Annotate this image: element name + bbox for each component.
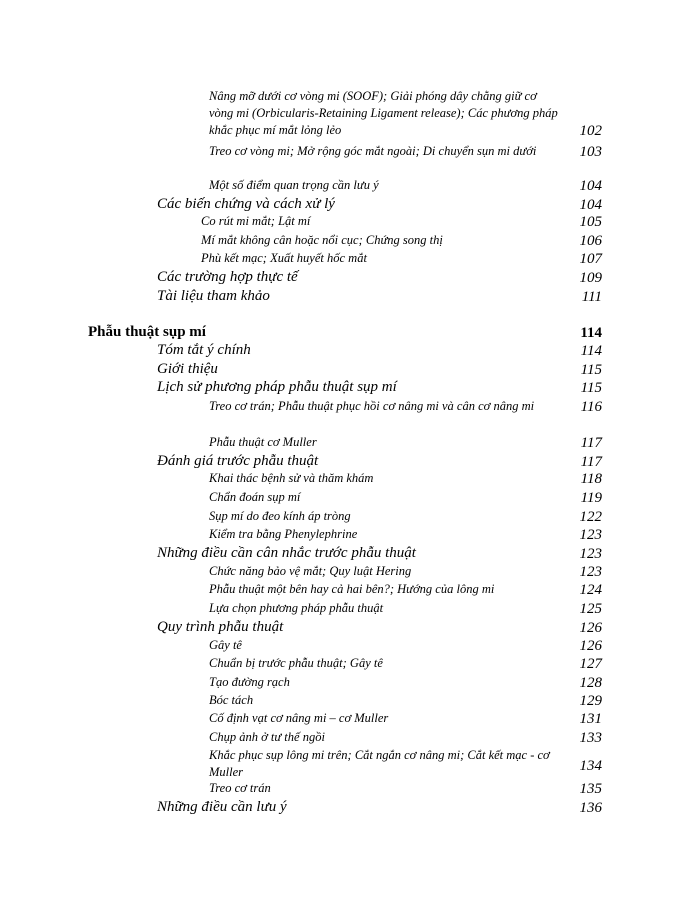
toc-entry [209, 637, 602, 654]
toc-entry [209, 143, 602, 160]
toc-entry-title: Một số điểm quan trọng cần lưu ý [209, 178, 379, 192]
toc-entry [209, 674, 602, 691]
toc-entry [209, 434, 602, 451]
toc-entry-page: 131 [579, 711, 602, 727]
toc-entry-page: 116 [580, 399, 602, 415]
toc-entry-page: 135 [579, 781, 602, 797]
toc-entry [209, 780, 602, 797]
toc-entry-page: 134 [579, 758, 602, 774]
toc-entry-title: Giới thiệu [157, 361, 218, 377]
toc-entry-title: Tóm tắt ý chính [157, 342, 251, 358]
toc-entry-title: Co rút mi mắt; Lật mí [201, 214, 311, 228]
toc-entry-page: 118 [580, 471, 602, 487]
toc-entry-page: 111 [581, 289, 602, 305]
toc-entry [209, 581, 602, 598]
toc-entry-title: Gây tê [209, 638, 242, 652]
toc-entry-page: 136 [579, 800, 602, 816]
toc-entry [209, 747, 602, 781]
toc-entry-title: Kiểm tra bằng Phenylephrine [209, 527, 358, 541]
toc-section [157, 195, 602, 213]
toc-entry-page: 106 [579, 233, 602, 249]
toc-entry-title: Các trường hợp thực tế [157, 269, 298, 285]
toc-entry [209, 489, 602, 506]
toc-entry-page: 105 [579, 214, 602, 230]
toc-entry-title: Lịch sử phương pháp phẫu thuật sụp mí [157, 379, 397, 395]
toc-entry-page: 114 [580, 343, 602, 359]
toc-entry [209, 508, 602, 525]
toc-entry-title: Đánh giá trước phẫu thuật [157, 453, 319, 469]
toc-entry-page: 123 [579, 546, 602, 562]
toc-entry-title: Nâng mỡ dưới cơ vòng mi (SOOF); Giải phóng dây chằng giữ cơ vòng mi (Orbicularis-Retaining Ligament release); Các phương pháp khắc phục mí mắt lỏng lẻo [209, 89, 558, 137]
toc-entry-title: Chụp ảnh ở tư thế ngồi [209, 730, 325, 744]
toc-section [157, 341, 602, 359]
toc-entry-title: Những điều cần cân nhắc trước phẫu thuật [157, 545, 416, 561]
toc-entry-page: 125 [579, 601, 602, 617]
toc-entry-page: 104 [579, 178, 602, 194]
toc-entry-title: Quy trình phẫu thuật [157, 619, 284, 635]
toc-entry-title: Tài liệu tham khảo [157, 288, 270, 304]
toc-entry [209, 88, 602, 139]
toc-entry-page: 126 [579, 620, 602, 636]
toc-section [157, 268, 602, 286]
toc-entry-title: Treo cơ vòng mi; Mở rộng góc mắt ngoài; Di chuyển sụn mi dưới [209, 144, 537, 158]
toc-entry-page: 133 [579, 730, 602, 746]
toc-entry-page: 128 [579, 675, 602, 691]
toc-entry-page: 119 [580, 490, 602, 506]
toc-entry-title: Chẩn đoán sụp mí [209, 490, 301, 504]
toc-entry [209, 470, 602, 487]
toc-entry-title: Tạo đường rạch [209, 675, 290, 689]
toc-entry-page: 115 [580, 362, 602, 378]
toc-section [157, 360, 602, 378]
toc-entry-title: Những điều cần lưu ý [157, 799, 287, 815]
toc-entry [201, 213, 602, 230]
toc-entry-title: Lựa chọn phương pháp phẫu thuật [209, 601, 384, 615]
toc-entry-page: 117 [580, 454, 602, 470]
toc-entry-page: 107 [579, 251, 602, 267]
toc-entry [209, 177, 602, 194]
toc-entry [209, 526, 602, 543]
toc-chapter [88, 323, 602, 341]
toc-section [157, 287, 602, 305]
toc-entry [209, 655, 602, 672]
toc-section [157, 452, 602, 470]
toc-entry-title: Khắc phục sụp lông mi trên; Cắt ngắn cơ nâng mi; Cắt kết mạc - cơ Muller [209, 748, 550, 779]
toc-entry [209, 710, 602, 727]
toc-entry-title: Cố định vạt cơ nâng mi – cơ Muller [209, 711, 389, 725]
toc-entry-page: 124 [579, 582, 602, 598]
toc-entry-page: 115 [580, 380, 602, 396]
toc-entry [209, 398, 602, 415]
toc-entry-title: Treo cơ trán; Phẫu thuật phục hồi cơ nâng mi và cân cơ nâng mi [209, 399, 535, 413]
toc-section [157, 378, 602, 396]
toc-entry-page: 126 [579, 638, 602, 654]
toc-entry-page: 127 [579, 656, 602, 672]
toc-entry-title: Phẫu thuật một bên hay cả hai bên?; Hướng của lông mi [209, 582, 495, 596]
toc-entry-page: 123 [579, 527, 602, 543]
toc-entry-title: Phẫu thuật cơ Muller [209, 435, 317, 449]
toc-entry-title: Treo cơ trán [209, 781, 271, 795]
toc-entry-title: Chức năng bảo vệ mắt; Quy luật Hering [209, 564, 412, 578]
toc-entry-page: 109 [579, 270, 602, 286]
toc-entry-page: 122 [579, 509, 602, 525]
toc-entry [209, 563, 602, 580]
toc-entry-page: 104 [579, 197, 602, 213]
toc-chapter-title: Phẫu thuật sụp mí [88, 324, 206, 340]
toc-section [157, 798, 602, 816]
toc-entry [209, 692, 602, 709]
toc-entry-page: 117 [580, 435, 602, 451]
toc-entry-title: Bóc tách [209, 693, 254, 707]
toc-entry-title: Các biến chứng và cách xử lý [157, 196, 335, 212]
toc-entry [201, 250, 602, 267]
toc-chapter-page: 114 [580, 325, 602, 341]
toc-entry-title: Mí mắt không cân hoặc nổi cục; Chứng song thị [201, 233, 443, 247]
toc-entry-page: 103 [579, 144, 602, 160]
toc-entry-title: Phù kết mạc; Xuất huyết hốc mắt [201, 251, 367, 265]
toc-entry-page: 123 [579, 564, 602, 580]
toc-entry [209, 600, 602, 617]
toc-entry-page: 102 [579, 123, 602, 139]
toc-entry [209, 729, 602, 746]
toc-entry [201, 232, 602, 249]
toc-entry-page: 129 [579, 693, 602, 709]
toc-section [157, 544, 602, 562]
toc-entry-title: Sụp mí do đeo kính áp tròng [209, 509, 351, 523]
toc-entry-title: Khai thác bệnh sử và thăm khám [209, 471, 374, 485]
toc-entry-title: Chuẩn bị trước phẫu thuật; Gây tê [209, 656, 383, 670]
toc-section [157, 618, 602, 636]
